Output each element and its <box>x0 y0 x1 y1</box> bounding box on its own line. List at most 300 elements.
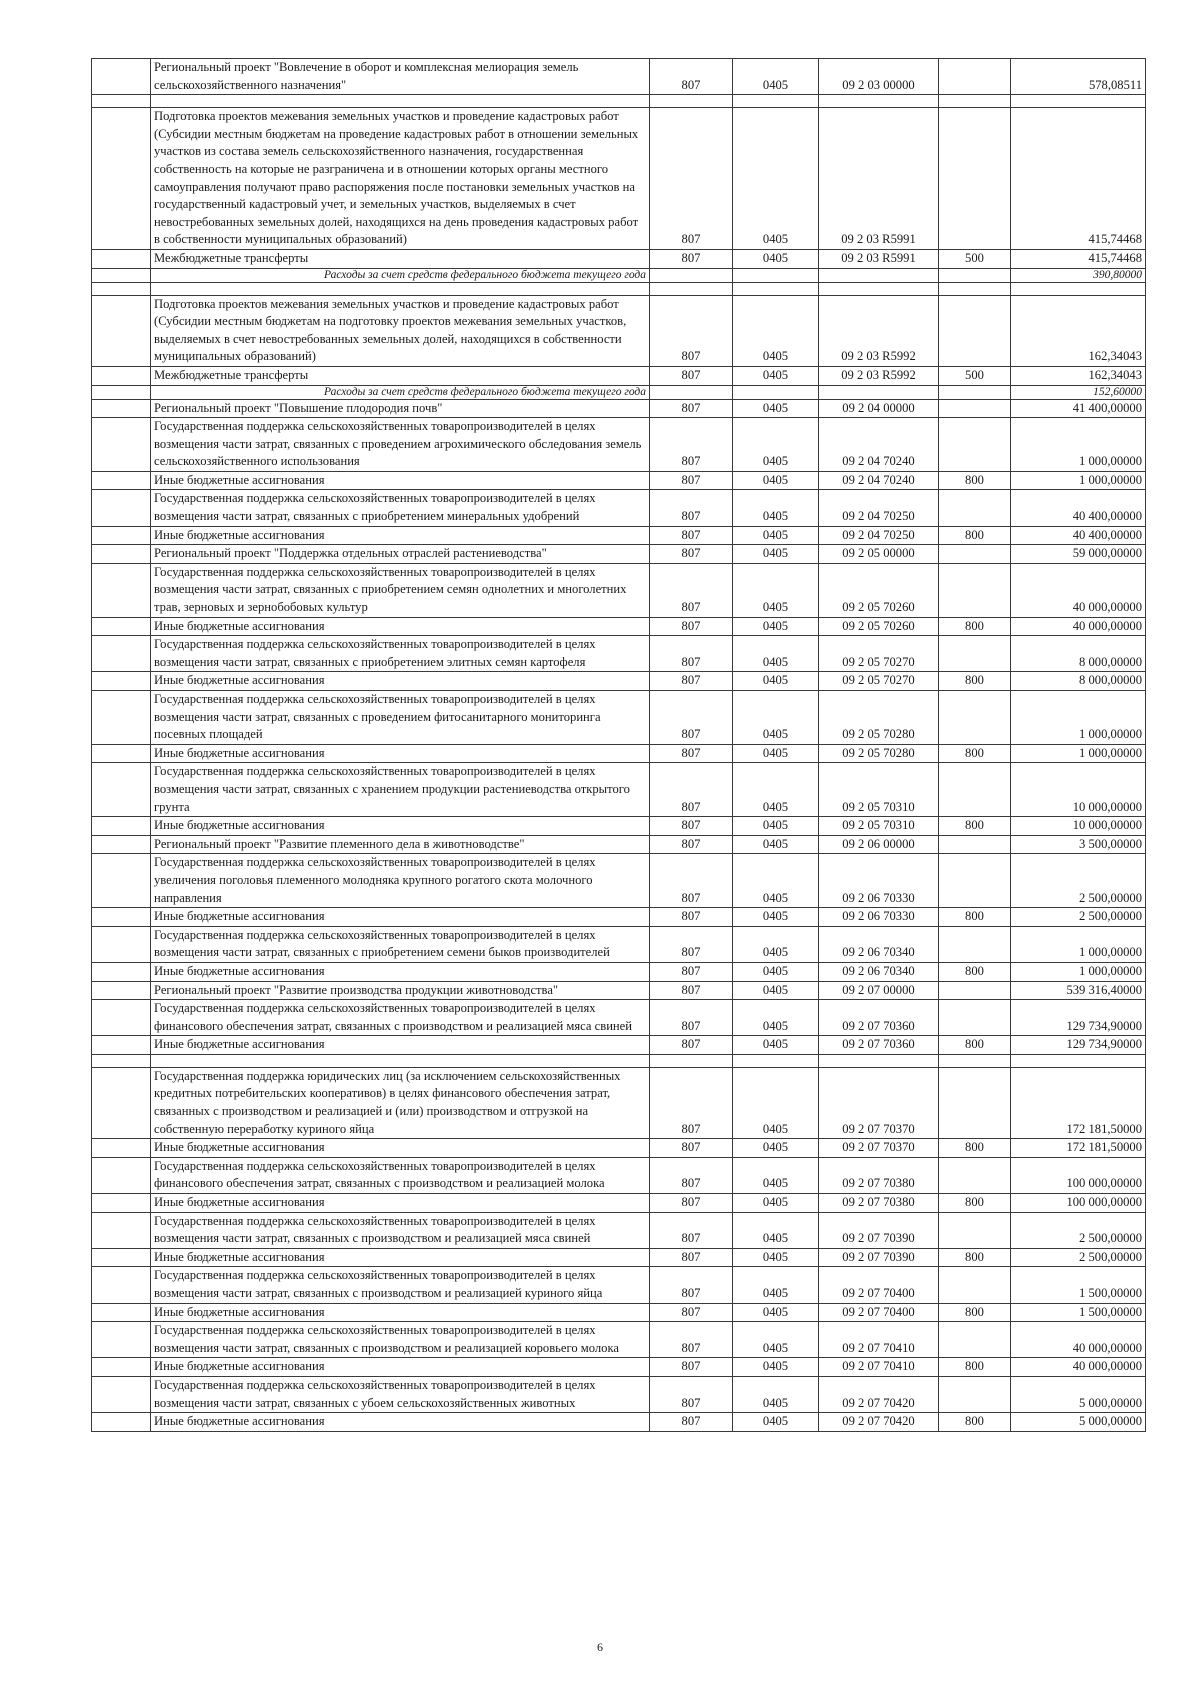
section-code-cell: 0405 <box>733 1000 819 1036</box>
ministry-code-cell: 807 <box>650 1303 733 1322</box>
amount-cell: 1 000,00000 <box>1011 691 1146 745</box>
expense-type-cell <box>939 1000 1011 1036</box>
table-body <box>92 59 1146 1432</box>
section-code-cell: 0405 <box>733 545 819 564</box>
section-code-cell: 0405 <box>733 636 819 672</box>
ministry-code-cell: 807 <box>650 1000 733 1036</box>
row-name-cell: Государственная поддержка сельскохозяйственных товаропроизводителей в целях финансового обеспечения затрат, связанных с производством и реализацией молока <box>151 1157 650 1193</box>
section-code-cell: 0405 <box>733 59 819 95</box>
ministry-code-cell: 807 <box>650 366 733 385</box>
blank-cell <box>92 418 151 472</box>
amount-cell: 1 000,00000 <box>1011 744 1146 763</box>
section-code-cell: 0405 <box>733 366 819 385</box>
table-row <box>92 962 1146 981</box>
expense-type-cell: 500 <box>939 366 1011 385</box>
ministry-code-cell: 807 <box>650 926 733 962</box>
target-article-cell: 09 2 04 00000 <box>819 399 939 418</box>
amount-cell: 100 000,00000 <box>1011 1194 1146 1213</box>
expense-type-cell <box>939 854 1011 908</box>
blank-cell <box>92 1358 151 1377</box>
spacer-cell <box>733 95 819 108</box>
spacer-cell <box>1011 1054 1146 1067</box>
target-article-cell: 09 2 06 70330 <box>819 908 939 927</box>
row-name-cell: Региональный проект "Вовлечение в оборот и комплексная мелиорация земель сельскохозяйственного назначения" <box>151 59 650 95</box>
expense-type-cell <box>939 981 1011 1000</box>
spacer-cell <box>819 1054 939 1067</box>
ministry-code-cell: 807 <box>650 817 733 836</box>
target-article-cell: 09 2 07 70400 <box>819 1303 939 1322</box>
section-code-cell: 0405 <box>733 108 819 250</box>
expense-type-cell: 800 <box>939 817 1011 836</box>
amount-cell: 10 000,00000 <box>1011 817 1146 836</box>
blank-cell <box>92 249 151 268</box>
budget-table-container <box>91 58 1145 1432</box>
amount-cell: 2 500,00000 <box>1011 908 1146 927</box>
target-article-cell: 09 2 05 70310 <box>819 763 939 817</box>
amount-cell: 162,34043 <box>1011 295 1146 366</box>
amount-cell: 2 500,00000 <box>1011 1248 1146 1267</box>
amount-cell: 3 500,00000 <box>1011 835 1146 854</box>
ministry-code-cell: 807 <box>650 1036 733 1055</box>
table-row <box>92 1267 1146 1303</box>
section-code-cell: 0405 <box>733 1212 819 1248</box>
section-code-cell: 0405 <box>733 1194 819 1213</box>
ministry-code-cell: 807 <box>650 672 733 691</box>
row-name-cell: Иные бюджетные ассигнования <box>151 1358 650 1377</box>
expense-type-cell <box>939 835 1011 854</box>
expense-type-cell: 800 <box>939 1194 1011 1213</box>
spacer-cell <box>939 282 1011 295</box>
target-article-cell: 09 2 07 70420 <box>819 1376 939 1412</box>
expense-type-cell <box>939 636 1011 672</box>
amount-cell: 539 316,40000 <box>1011 981 1146 1000</box>
section-code-cell: 0405 <box>733 1358 819 1377</box>
section-code-cell: 0405 <box>733 835 819 854</box>
target-article-cell: 09 2 03 R5991 <box>819 108 939 250</box>
row-name-cell: Иные бюджетные ассигнования <box>151 617 650 636</box>
ministry-code-cell: 807 <box>650 545 733 564</box>
expense-type-cell <box>939 295 1011 366</box>
page-number: 6 <box>597 1640 603 1654</box>
target-article-cell: 09 2 07 70370 <box>819 1139 939 1158</box>
section-code-cell: 0405 <box>733 399 819 418</box>
ministry-code-cell: 807 <box>650 1358 733 1377</box>
expense-type-cell: 800 <box>939 908 1011 927</box>
expense-type-cell <box>939 59 1011 95</box>
amount-cell: 415,74468 <box>1011 108 1146 250</box>
row-name-cell: Иные бюджетные ассигнования <box>151 1139 650 1158</box>
section-code-cell: 0405 <box>733 1413 819 1432</box>
row-name-cell: Государственная поддержка сельскохозяйственных товаропроизводителей в целях возмещения части затрат, связанных с приобретением семян однолетних и многолетних трав, зерновых и зернобобовых культур <box>151 563 650 617</box>
expense-type-cell <box>939 763 1011 817</box>
expense-type-cell <box>939 1322 1011 1358</box>
section-code-cell: 0405 <box>733 418 819 472</box>
target-article-cell: 09 2 07 70380 <box>819 1157 939 1193</box>
row-name-cell: Государственная поддержка сельскохозяйственных товаропроизводителей в целях возмещения части затрат, связанных с проведением фитосанитарного мониторинга посевных площадей <box>151 691 650 745</box>
ministry-code-cell: 807 <box>650 835 733 854</box>
blank-cell <box>92 617 151 636</box>
expense-type-cell <box>939 268 1011 282</box>
table-row <box>92 399 1146 418</box>
amount-cell: 40 000,00000 <box>1011 1322 1146 1358</box>
expense-type-cell <box>939 1067 1011 1138</box>
blank-cell <box>92 1212 151 1248</box>
blank-cell <box>92 1413 151 1432</box>
section-code-cell: 0405 <box>733 617 819 636</box>
table-row <box>92 471 1146 490</box>
spacer-cell <box>650 282 733 295</box>
blank-cell <box>92 1000 151 1036</box>
amount-cell: 1 000,00000 <box>1011 926 1146 962</box>
spacer-cell <box>151 1054 650 1067</box>
blank-cell <box>92 854 151 908</box>
row-name-cell: Иные бюджетные ассигнования <box>151 817 650 836</box>
ministry-code-cell: 807 <box>650 691 733 745</box>
expense-type-cell <box>939 108 1011 250</box>
row-name-cell: Межбюджетные трансферты <box>151 366 650 385</box>
target-article-cell: 09 2 04 70240 <box>819 418 939 472</box>
blank-cell <box>92 744 151 763</box>
expense-type-cell <box>939 1376 1011 1412</box>
expense-type-cell: 800 <box>939 1036 1011 1055</box>
table-row <box>92 1000 1146 1036</box>
row-name-cell: Иные бюджетные ассигнования <box>151 1413 650 1432</box>
target-article-cell: 09 2 06 00000 <box>819 835 939 854</box>
ministry-code-cell: 807 <box>650 1139 733 1158</box>
section-code-cell: 0405 <box>733 471 819 490</box>
row-name-cell: Иные бюджетные ассигнования <box>151 471 650 490</box>
ministry-code-cell: 807 <box>650 249 733 268</box>
blank-cell <box>92 908 151 927</box>
row-name-cell: Государственная поддержка сельскохозяйственных товаропроизводителей в целях финансового обеспечения затрат, связанных с производством и реализацией мяса свиней <box>151 1000 650 1036</box>
target-article-cell: 09 2 07 70390 <box>819 1248 939 1267</box>
blank-cell <box>92 962 151 981</box>
spacer-cell <box>733 1054 819 1067</box>
section-code-cell: 0405 <box>733 926 819 962</box>
blank-cell <box>92 490 151 526</box>
section-code-cell: 0405 <box>733 744 819 763</box>
spacer-cell <box>92 282 151 295</box>
blank-cell <box>92 763 151 817</box>
expense-type-cell: 800 <box>939 471 1011 490</box>
target-article-cell: 09 2 07 70410 <box>819 1322 939 1358</box>
blank-cell <box>92 366 151 385</box>
amount-cell: 2 500,00000 <box>1011 854 1146 908</box>
amount-cell: 40 400,00000 <box>1011 490 1146 526</box>
expense-type-cell <box>939 385 1011 399</box>
ministry-code-cell: 807 <box>650 1212 733 1248</box>
target-article-cell: 09 2 05 70280 <box>819 744 939 763</box>
blank-cell <box>92 526 151 545</box>
table-row <box>92 526 1146 545</box>
ministry-code-cell <box>650 385 733 399</box>
expense-type-cell: 800 <box>939 962 1011 981</box>
expense-type-cell: 500 <box>939 249 1011 268</box>
expense-type-cell <box>939 490 1011 526</box>
section-code-cell: 0405 <box>733 962 819 981</box>
ministry-code-cell: 807 <box>650 854 733 908</box>
table-row <box>92 617 1146 636</box>
row-name-cell: Государственная поддержка сельскохозяйственных товаропроизводителей в целях возмещения части затрат, связанных с приобретением элитных семян картофеля <box>151 636 650 672</box>
table-row <box>92 1212 1146 1248</box>
amount-cell: 5 000,00000 <box>1011 1413 1146 1432</box>
ministry-code-cell: 807 <box>650 1413 733 1432</box>
amount-cell: 40 000,00000 <box>1011 563 1146 617</box>
spacer-cell <box>1011 282 1146 295</box>
table-row <box>92 763 1146 817</box>
table-row <box>92 366 1146 385</box>
amount-cell: 2 500,00000 <box>1011 1212 1146 1248</box>
row-name-cell: Иные бюджетные ассигнования <box>151 962 650 981</box>
expense-type-cell: 800 <box>939 526 1011 545</box>
amount-cell: 8 000,00000 <box>1011 672 1146 691</box>
amount-cell: 8 000,00000 <box>1011 636 1146 672</box>
table-row <box>92 1376 1146 1412</box>
table-row <box>92 490 1146 526</box>
spacer-cell <box>819 282 939 295</box>
expense-type-cell <box>939 691 1011 745</box>
row-name-cell: Иные бюджетные ассигнования <box>151 908 650 927</box>
target-article-cell: 09 2 05 00000 <box>819 545 939 564</box>
amount-cell: 40 000,00000 <box>1011 1358 1146 1377</box>
section-code-cell <box>733 385 819 399</box>
spacer-row <box>92 95 1146 108</box>
row-name-cell: Региональный проект "Развитие производства продукции животноводства" <box>151 981 650 1000</box>
amount-cell: 415,74468 <box>1011 249 1146 268</box>
blank-cell <box>92 981 151 1000</box>
table-row <box>92 1303 1146 1322</box>
federal-funds-note-row <box>92 268 1146 282</box>
spacer-cell <box>1011 95 1146 108</box>
blank-cell <box>92 295 151 366</box>
row-name-cell: Иные бюджетные ассигнования <box>151 1036 650 1055</box>
table-row <box>92 545 1146 564</box>
section-code-cell: 0405 <box>733 908 819 927</box>
section-code-cell: 0405 <box>733 1036 819 1055</box>
blank-cell <box>92 1139 151 1158</box>
target-article-cell <box>819 385 939 399</box>
target-article-cell: 09 2 03 00000 <box>819 59 939 95</box>
target-article-cell: 09 2 03 R5991 <box>819 249 939 268</box>
blank-cell <box>92 399 151 418</box>
blank-cell <box>92 817 151 836</box>
row-name-cell: Государственная поддержка сельскохозяйственных товаропроизводителей в целях возмещения части затрат, связанных с хранением продукции растениеводства открытого грунта <box>151 763 650 817</box>
blank-cell <box>92 1248 151 1267</box>
target-article-cell: 09 2 05 70310 <box>819 817 939 836</box>
table-row <box>92 981 1146 1000</box>
ministry-code-cell: 807 <box>650 59 733 95</box>
row-name-cell: Государственная поддержка сельскохозяйственных товаропроизводителей в целях увеличения поголовья племенного молодняка крупного рогатого скота молочного направления <box>151 854 650 908</box>
target-article-cell: 09 2 05 70260 <box>819 563 939 617</box>
amount-cell: 578,08511 <box>1011 59 1146 95</box>
target-article-cell: 09 2 06 70340 <box>819 962 939 981</box>
section-code-cell: 0405 <box>733 490 819 526</box>
section-code-cell: 0405 <box>733 1322 819 1358</box>
ministry-code-cell: 807 <box>650 563 733 617</box>
section-code-cell <box>733 268 819 282</box>
target-article-cell: 09 2 06 70340 <box>819 926 939 962</box>
amount-cell: 1 500,00000 <box>1011 1303 1146 1322</box>
blank-cell <box>92 1322 151 1358</box>
row-name-cell: Региональный проект "Повышение плодородия почв" <box>151 399 650 418</box>
row-name-cell: Иные бюджетные ассигнования <box>151 1194 650 1213</box>
table-row <box>92 691 1146 745</box>
row-name-cell: Государственная поддержка сельскохозяйственных товаропроизводителей в целях возмещения части затрат, связанных с приобретением минеральных удобрений <box>151 490 650 526</box>
section-code-cell: 0405 <box>733 1376 819 1412</box>
spacer-cell <box>939 95 1011 108</box>
blank-cell <box>92 672 151 691</box>
table-row <box>92 1248 1146 1267</box>
row-name-cell: Межбюджетные трансферты <box>151 249 650 268</box>
table-row <box>92 636 1146 672</box>
table-row <box>92 59 1146 95</box>
row-name-cell: Государственная поддержка сельскохозяйственных товаропроизводителей в целях возмещения части затрат, связанных с убоем сельскохозяйственных животных <box>151 1376 650 1412</box>
target-article-cell: 09 2 07 70420 <box>819 1413 939 1432</box>
target-article-cell: 09 2 07 70390 <box>819 1212 939 1248</box>
blank-cell <box>92 268 151 282</box>
table-row <box>92 1036 1146 1055</box>
section-code-cell: 0405 <box>733 817 819 836</box>
amount-cell: 129 734,90000 <box>1011 1036 1146 1055</box>
amount-cell: 172 181,50000 <box>1011 1139 1146 1158</box>
target-article-cell: 09 2 07 00000 <box>819 981 939 1000</box>
expense-type-cell: 800 <box>939 744 1011 763</box>
row-name-cell: Государственная поддержка сельскохозяйственных товаропроизводителей в целях возмещения части затрат, связанных с производством и реализацией мяса свиней <box>151 1212 650 1248</box>
target-article-cell: 09 2 06 70330 <box>819 854 939 908</box>
spacer-cell <box>151 282 650 295</box>
expense-type-cell: 800 <box>939 1303 1011 1322</box>
target-article-cell: 09 2 04 70250 <box>819 490 939 526</box>
amount-cell: 1 000,00000 <box>1011 962 1146 981</box>
ministry-code-cell: 807 <box>650 617 733 636</box>
budget-table <box>91 58 1146 1432</box>
spacer-row <box>92 1054 1146 1067</box>
ministry-code-cell: 807 <box>650 636 733 672</box>
row-name-cell: Государственная поддержка сельскохозяйственных товаропроизводителей в целях возмещения части затрат, связанных с проведением агрохимического обследования земель сельскохозяйственного использования <box>151 418 650 472</box>
amount-cell: 1 000,00000 <box>1011 418 1146 472</box>
row-name-cell: Иные бюджетные ассигнования <box>151 1303 650 1322</box>
table-row <box>92 817 1146 836</box>
section-code-cell: 0405 <box>733 1139 819 1158</box>
expense-type-cell: 800 <box>939 1139 1011 1158</box>
ministry-code-cell: 807 <box>650 908 733 927</box>
table-row <box>92 1139 1146 1158</box>
amount-cell: 1 000,00000 <box>1011 471 1146 490</box>
ministry-code-cell: 807 <box>650 108 733 250</box>
expense-type-cell <box>939 399 1011 418</box>
section-code-cell: 0405 <box>733 295 819 366</box>
ministry-code-cell: 807 <box>650 1067 733 1138</box>
amount-cell: 59 000,00000 <box>1011 545 1146 564</box>
blank-cell <box>92 108 151 250</box>
target-article-cell: 09 2 05 70270 <box>819 636 939 672</box>
ministry-code-cell: 807 <box>650 1157 733 1193</box>
ministry-code-cell: 807 <box>650 744 733 763</box>
expense-type-cell <box>939 563 1011 617</box>
spacer-cell <box>939 1054 1011 1067</box>
spacer-cell <box>650 95 733 108</box>
section-code-cell: 0405 <box>733 854 819 908</box>
target-article-cell: 09 2 07 70360 <box>819 1000 939 1036</box>
amount-cell: 172 181,50000 <box>1011 1067 1146 1138</box>
amount-cell: 1 500,00000 <box>1011 1267 1146 1303</box>
federal-funds-note-row <box>92 385 1146 399</box>
section-code-cell: 0405 <box>733 563 819 617</box>
target-article-cell: 09 2 07 70400 <box>819 1267 939 1303</box>
blank-cell <box>92 1267 151 1303</box>
ministry-code-cell: 807 <box>650 295 733 366</box>
table-row <box>92 563 1146 617</box>
spacer-cell <box>92 95 151 108</box>
blank-cell <box>92 545 151 564</box>
row-name-cell: Подготовка проектов межевания земельных участков и проведение кадастровых работ (Субсидии местным бюджетам на проведение кадастровых работ в отношении земельных участков из состава земель сельскохозяйственного назначения, государственная собственность на которые не разграничена и в отношении которых органы местного самоуправления получают право распоряжения после постановки земельных участков на государственный кадастровый учет, и земельных участков, выделяемых в счет невостребованных земельных долей, находящихся на день проведения кадастровых работ в собственности муниципальных образований) <box>151 108 650 250</box>
expense-type-cell: 800 <box>939 1358 1011 1377</box>
row-name-cell: Расходы за счет средств федерального бюджета текущего года <box>151 268 650 282</box>
row-name-cell: Государственная поддержка сельскохозяйственных товаропроизводителей в целях возмещения части затрат, связанных с производством и реализацией коровьего молока <box>151 1322 650 1358</box>
ministry-code-cell: 807 <box>650 1322 733 1358</box>
table-row <box>92 926 1146 962</box>
expense-type-cell <box>939 545 1011 564</box>
target-article-cell: 09 2 04 70250 <box>819 526 939 545</box>
blank-cell <box>92 385 151 399</box>
row-name-cell: Расходы за счет средств федерального бюджета текущего года <box>151 385 650 399</box>
expense-type-cell: 800 <box>939 617 1011 636</box>
table-row <box>92 1413 1146 1432</box>
amount-cell: 100 000,00000 <box>1011 1157 1146 1193</box>
amount-cell: 390,80000 <box>1011 268 1146 282</box>
section-code-cell: 0405 <box>733 1303 819 1322</box>
table-row <box>92 418 1146 472</box>
ministry-code-cell: 807 <box>650 1267 733 1303</box>
blank-cell <box>92 1067 151 1138</box>
section-code-cell: 0405 <box>733 672 819 691</box>
blank-cell <box>92 691 151 745</box>
blank-cell <box>92 1036 151 1055</box>
target-article-cell: 09 2 07 70360 <box>819 1036 939 1055</box>
section-code-cell: 0405 <box>733 1248 819 1267</box>
target-article-cell: 09 2 04 70240 <box>819 471 939 490</box>
row-name-cell: Иные бюджетные ассигнования <box>151 744 650 763</box>
blank-cell <box>92 636 151 672</box>
blank-cell <box>92 1194 151 1213</box>
amount-cell: 162,34043 <box>1011 366 1146 385</box>
expense-type-cell: 800 <box>939 1248 1011 1267</box>
spacer-cell <box>819 95 939 108</box>
amount-cell: 152,60000 <box>1011 385 1146 399</box>
amount-cell: 40 400,00000 <box>1011 526 1146 545</box>
section-code-cell: 0405 <box>733 763 819 817</box>
ministry-code-cell: 807 <box>650 490 733 526</box>
ministry-code-cell: 807 <box>650 1194 733 1213</box>
row-name-cell: Региональный проект "Поддержка отдельных отраслей растениеводства" <box>151 545 650 564</box>
amount-cell: 129 734,90000 <box>1011 1000 1146 1036</box>
table-row <box>92 295 1146 366</box>
table-row <box>92 108 1146 250</box>
target-article-cell: 09 2 05 70260 <box>819 617 939 636</box>
target-article-cell: 09 2 03 R5992 <box>819 366 939 385</box>
row-name-cell: Иные бюджетные ассигнования <box>151 672 650 691</box>
spacer-cell <box>151 95 650 108</box>
table-row <box>92 1067 1146 1138</box>
section-code-cell: 0405 <box>733 691 819 745</box>
ministry-code-cell: 807 <box>650 471 733 490</box>
row-name-cell: Государственная поддержка юридических лиц (за исключением сельскохозяйственных кредитных потребительских кооперативов) в целях финансового обеспечения затрат, связанных с производством и реализацией и (или) производством и отгрузкой на собственную переработку куриного яйца <box>151 1067 650 1138</box>
row-name-cell: Иные бюджетные ассигнования <box>151 1248 650 1267</box>
table-row <box>92 1322 1146 1358</box>
target-article-cell: 09 2 07 70370 <box>819 1067 939 1138</box>
ministry-code-cell: 807 <box>650 399 733 418</box>
section-code-cell: 0405 <box>733 1267 819 1303</box>
